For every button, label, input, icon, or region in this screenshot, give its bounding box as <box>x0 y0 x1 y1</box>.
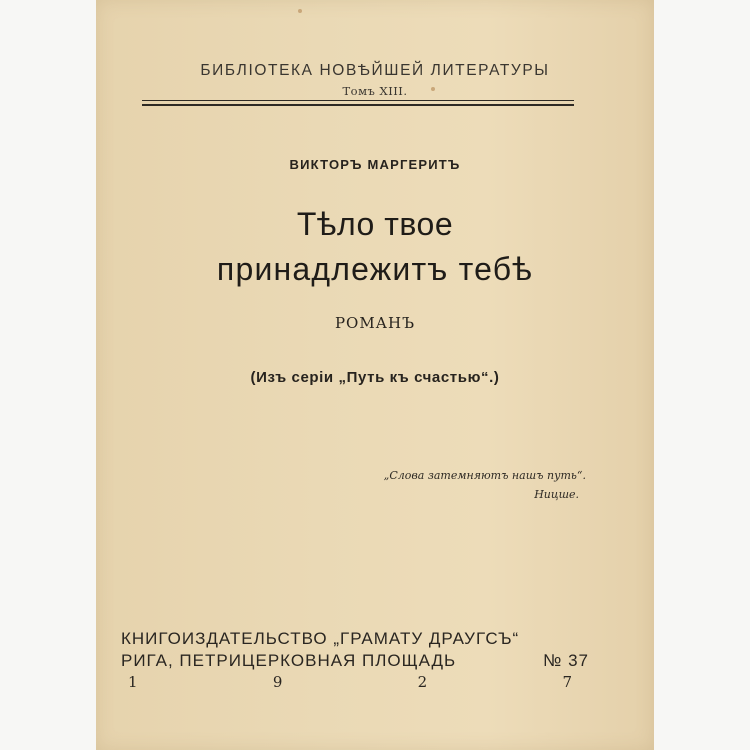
volume-number: Томъ XIII. <box>342 84 408 98</box>
publication-year <box>128 673 572 691</box>
book-title-line-2: принадлежитъ тебѣ <box>216 251 534 287</box>
paper-speck <box>298 9 302 13</box>
series-note: (Изъ серiи „Путь къ счастью“.) <box>250 369 500 386</box>
epigraph-attribution: Ницше. <box>534 488 579 501</box>
header-rule-thin <box>142 100 574 101</box>
year-digit: 7 <box>562 673 572 691</box>
series-title: БИБЛIОТЕКА НОВѢЙШЕЙ ЛИТЕРАТУРЫ <box>200 62 550 79</box>
title-page <box>96 0 654 750</box>
book-title-line-1: Тѣло твое <box>296 206 454 242</box>
publisher-address-number: № 37 <box>543 651 589 670</box>
publisher-name <box>121 629 589 649</box>
publisher-name-text: КНИГОИЗДАТЕЛЬСТВО „ГРАМАТУ ДРАУГСЪ“ <box>121 629 520 648</box>
epigraph-quote: „Слова затемняютъ нашъ путь“. <box>383 469 586 482</box>
genre-label: РОМАНЪ <box>334 314 416 332</box>
year-digit: 9 <box>272 673 283 691</box>
publisher-address-text: РИГА, ПЕТРИЦЕРКОВНАЯ ПЛОЩАДЬ <box>121 651 457 670</box>
year-digit: 2 <box>417 673 428 691</box>
author-name: ВИКТОРЪ МАРГЕРИТЪ <box>289 157 461 172</box>
header-rule-thick <box>142 104 574 106</box>
year-digit: 1 <box>128 673 138 691</box>
publisher-address <box>121 651 589 671</box>
